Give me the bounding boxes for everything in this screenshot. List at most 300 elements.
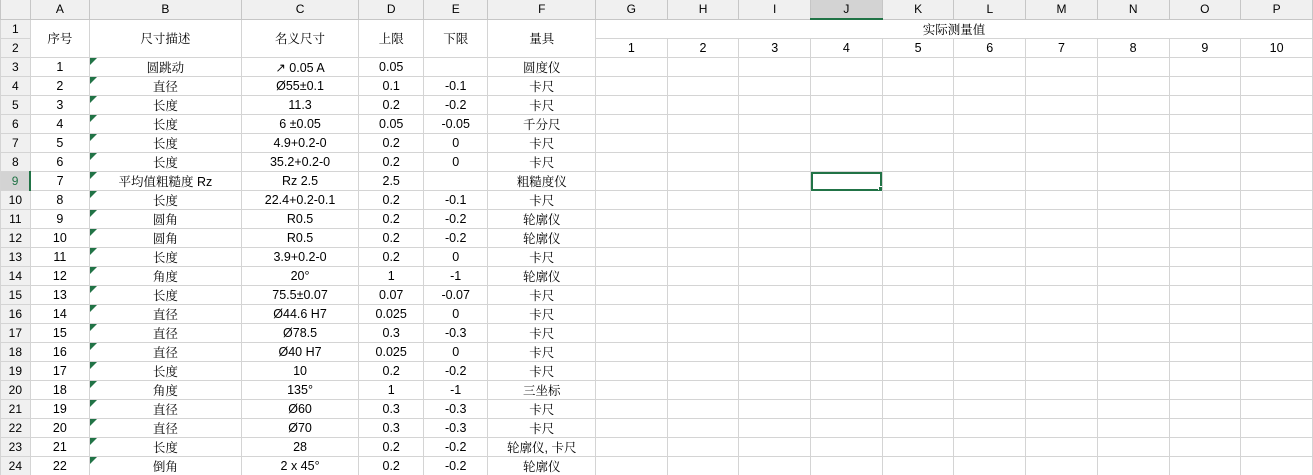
cell-seq[interactable]: 17 — [30, 362, 89, 381]
cell-measure-3[interactable] — [739, 172, 811, 191]
cell-measure-1[interactable] — [596, 96, 668, 115]
column-header-k[interactable]: K — [882, 0, 954, 19]
cell-measure-3[interactable] — [739, 77, 811, 96]
cell-measure-7[interactable] — [1026, 438, 1098, 457]
row-header-1[interactable]: 1 — [1, 19, 31, 39]
column-header-c[interactable]: C — [241, 0, 359, 19]
header-measure-8[interactable]: 8 — [1097, 39, 1169, 58]
cell-measure-8[interactable] — [1097, 229, 1169, 248]
cell-measure-3[interactable] — [739, 248, 811, 267]
table-row[interactable] — [1, 191, 1313, 210]
cell-measure-5[interactable] — [882, 58, 954, 77]
header-measure-5[interactable]: 5 — [882, 39, 954, 58]
cell-desc[interactable]: 直径 — [90, 77, 242, 96]
cell-measure-4[interactable] — [811, 324, 883, 343]
cell-desc[interactable]: 长度 — [90, 362, 242, 381]
cell-gauge[interactable]: 卡尺 — [488, 305, 596, 324]
cell-nominal[interactable]: 20° — [241, 267, 359, 286]
row-header-23[interactable]: 23 — [1, 438, 31, 457]
cell-measure-6[interactable] — [954, 248, 1026, 267]
cell-nominal[interactable]: R0.5 — [241, 210, 359, 229]
cell-measure-4[interactable] — [811, 210, 883, 229]
cell-upper[interactable]: 0.025 — [359, 343, 424, 362]
cell-measure-5[interactable] — [882, 419, 954, 438]
cell-measure-10[interactable] — [1241, 58, 1313, 77]
table-row[interactable] — [1, 267, 1313, 286]
cell-measure-4[interactable] — [811, 77, 883, 96]
cell-measure-8[interactable] — [1097, 210, 1169, 229]
cell-measure-6[interactable] — [954, 153, 1026, 172]
cell-measure-5[interactable] — [882, 134, 954, 153]
cell-desc[interactable]: 角度 — [90, 267, 242, 286]
cell-desc[interactable]: 长度 — [90, 96, 242, 115]
row-header-16[interactable]: 16 — [1, 305, 31, 324]
cell-measure-7[interactable] — [1026, 115, 1098, 134]
cell-measure-4[interactable] — [811, 153, 883, 172]
cell-nominal[interactable]: Ø70 — [241, 419, 359, 438]
table-row[interactable] — [1, 77, 1313, 96]
cell-measure-3[interactable] — [739, 286, 811, 305]
cell-measure-5[interactable] — [882, 191, 954, 210]
cell-gauge[interactable]: 卡尺 — [488, 419, 596, 438]
cell-nominal[interactable]: 135° — [241, 381, 359, 400]
row-header-4[interactable]: 4 — [1, 77, 31, 96]
cell-measure-1[interactable] — [596, 191, 668, 210]
cell-measure-9[interactable] — [1169, 248, 1241, 267]
row-header-2[interactable]: 2 — [1, 39, 31, 58]
cell-measure-2[interactable] — [667, 305, 739, 324]
cell-lower[interactable]: -0.3 — [423, 324, 488, 343]
cell-measure-2[interactable] — [667, 77, 739, 96]
cell-upper[interactable]: 0.025 — [359, 305, 424, 324]
cell-nominal[interactable]: Ø60 — [241, 400, 359, 419]
cell-measure-7[interactable] — [1026, 419, 1098, 438]
cell-measure-2[interactable] — [667, 438, 739, 457]
cell-measure-5[interactable] — [882, 248, 954, 267]
cell-measure-5[interactable] — [882, 96, 954, 115]
cell-measure-2[interactable] — [667, 134, 739, 153]
cell-nominal[interactable]: 75.5±0.07 — [241, 286, 359, 305]
cell-measure-2[interactable] — [667, 191, 739, 210]
cell-gauge[interactable]: 轮廓仪, 卡尺 — [488, 438, 596, 457]
cell-measure-10[interactable] — [1241, 419, 1313, 438]
header-gauge[interactable]: 量具 — [488, 19, 596, 58]
cell-measure-1[interactable] — [596, 229, 668, 248]
cell-measure-4[interactable] — [811, 267, 883, 286]
cell-upper[interactable]: 0.05 — [359, 58, 424, 77]
header-nominal[interactable]: 名义尺寸 — [241, 19, 359, 58]
row-header-24[interactable]: 24 — [1, 457, 31, 475]
cell-measure-3[interactable] — [739, 267, 811, 286]
cell-desc[interactable]: 角度 — [90, 381, 242, 400]
table-row[interactable] — [1, 305, 1313, 324]
cell-measure-1[interactable] — [596, 419, 668, 438]
cell-upper[interactable]: 1 — [359, 267, 424, 286]
cell-seq[interactable]: 15 — [30, 324, 89, 343]
cell-measure-6[interactable] — [954, 229, 1026, 248]
cell-upper[interactable]: 0.07 — [359, 286, 424, 305]
cell-nominal[interactable]: 6 ±0.05 — [241, 115, 359, 134]
cell-measure-7[interactable] — [1026, 362, 1098, 381]
cell-measure-2[interactable] — [667, 419, 739, 438]
cell-measure-8[interactable] — [1097, 438, 1169, 457]
cell-measure-10[interactable] — [1241, 77, 1313, 96]
cell-upper[interactable]: 2.5 — [359, 172, 424, 191]
cell-measure-3[interactable] — [739, 419, 811, 438]
header-measure-10[interactable]: 10 — [1241, 39, 1313, 58]
cell-lower[interactable]: -0.2 — [423, 438, 488, 457]
cell-measure-4[interactable] — [811, 191, 883, 210]
cell-measure-7[interactable] — [1026, 191, 1098, 210]
cell-measure-10[interactable] — [1241, 324, 1313, 343]
cell-measure-10[interactable] — [1241, 457, 1313, 475]
cell-nominal[interactable]: Ø55±0.1 — [241, 77, 359, 96]
cell-measure-7[interactable] — [1026, 210, 1098, 229]
cell-gauge[interactable]: 卡尺 — [488, 362, 596, 381]
cell-upper[interactable]: 0.2 — [359, 210, 424, 229]
cell-measure-9[interactable] — [1169, 153, 1241, 172]
cell-measure-6[interactable] — [954, 343, 1026, 362]
cell-measure-6[interactable] — [954, 172, 1026, 191]
cell-measure-2[interactable] — [667, 229, 739, 248]
cell-seq[interactable]: 5 — [30, 134, 89, 153]
column-header-h[interactable]: H — [667, 0, 739, 19]
cell-lower[interactable] — [423, 172, 488, 191]
cell-measure-4[interactable] — [811, 58, 883, 77]
cell-measure-1[interactable] — [596, 381, 668, 400]
cell-measure-7[interactable] — [1026, 286, 1098, 305]
column-header-o[interactable]: O — [1169, 0, 1241, 19]
row-header-20[interactable]: 20 — [1, 381, 31, 400]
cell-lower[interactable]: -0.3 — [423, 400, 488, 419]
cell-desc[interactable]: 长度 — [90, 134, 242, 153]
cell-gauge[interactable]: 轮廓仪 — [488, 457, 596, 475]
cell-seq[interactable]: 8 — [30, 191, 89, 210]
cell-measure-9[interactable] — [1169, 115, 1241, 134]
cell-desc[interactable]: 平均值粗糙度 Rz — [90, 172, 242, 191]
cell-desc[interactable]: 圆角 — [90, 210, 242, 229]
cell-measure-4[interactable] — [811, 305, 883, 324]
table-row[interactable] — [1, 58, 1313, 77]
cell-measure-8[interactable] — [1097, 286, 1169, 305]
cell-measure-7[interactable] — [1026, 343, 1098, 362]
cell-nominal[interactable]: Ø44.6 H7 — [241, 305, 359, 324]
cell-gauge[interactable]: 圆度仪 — [488, 58, 596, 77]
cell-nominal[interactable]: 35.2+0.2-0 — [241, 153, 359, 172]
cell-gauge[interactable]: 轮廓仪 — [488, 210, 596, 229]
cell-measure-6[interactable] — [954, 438, 1026, 457]
cell-measure-7[interactable] — [1026, 457, 1098, 475]
cell-gauge[interactable]: 卡尺 — [488, 343, 596, 362]
column-header-l[interactable]: L — [954, 0, 1026, 19]
cell-desc[interactable]: 圆跳动 — [90, 58, 242, 77]
cell-measure-5[interactable] — [882, 438, 954, 457]
cell-lower[interactable]: -0.3 — [423, 419, 488, 438]
cell-measure-10[interactable] — [1241, 400, 1313, 419]
table-row[interactable] — [1, 134, 1313, 153]
header-measure-3[interactable]: 3 — [739, 39, 811, 58]
cell-nominal[interactable]: 22.4+0.2-0.1 — [241, 191, 359, 210]
cell-measure-1[interactable] — [596, 305, 668, 324]
cell-measure-6[interactable] — [954, 286, 1026, 305]
cell-measure-1[interactable] — [596, 267, 668, 286]
cell-desc[interactable]: 直径 — [90, 343, 242, 362]
cell-measure-6[interactable] — [954, 134, 1026, 153]
cell-measure-9[interactable] — [1169, 229, 1241, 248]
cell-measure-5[interactable] — [882, 115, 954, 134]
cell-measure-10[interactable] — [1241, 305, 1313, 324]
header-measure-2[interactable]: 2 — [667, 39, 739, 58]
cell-measure-10[interactable] — [1241, 96, 1313, 115]
cell-desc[interactable]: 长度 — [90, 248, 242, 267]
column-header-j[interactable]: J — [811, 0, 883, 19]
row-header-17[interactable]: 17 — [1, 324, 31, 343]
cell-desc[interactable]: 长度 — [90, 191, 242, 210]
cell-measure-2[interactable] — [667, 457, 739, 475]
cell-lower[interactable]: -0.2 — [423, 229, 488, 248]
cell-measure-7[interactable] — [1026, 400, 1098, 419]
cell-measure-2[interactable] — [667, 324, 739, 343]
cell-measure-2[interactable] — [667, 210, 739, 229]
row-header-8[interactable]: 8 — [1, 153, 31, 172]
cell-measure-1[interactable] — [596, 134, 668, 153]
cell-measure-4[interactable] — [811, 229, 883, 248]
row-header-6[interactable]: 6 — [1, 115, 31, 134]
cell-measure-7[interactable] — [1026, 77, 1098, 96]
header-measure-4[interactable]: 4 — [811, 39, 883, 58]
cell-gauge[interactable]: 卡尺 — [488, 248, 596, 267]
cell-lower[interactable]: 0 — [423, 343, 488, 362]
column-header-row[interactable] — [1, 0, 1313, 19]
cell-measure-1[interactable] — [596, 400, 668, 419]
cell-upper[interactable]: 0.2 — [359, 153, 424, 172]
header-upper-limit[interactable]: 上限 — [359, 19, 424, 58]
cell-measure-2[interactable] — [667, 248, 739, 267]
cell-measure-8[interactable] — [1097, 115, 1169, 134]
cell-nominal[interactable]: Ø40 H7 — [241, 343, 359, 362]
header-dimension-desc[interactable]: 尺寸描述 — [90, 19, 242, 58]
cell-measure-2[interactable] — [667, 400, 739, 419]
cell-measure-10[interactable] — [1241, 191, 1313, 210]
select-all-corner[interactable] — [1, 0, 31, 19]
cell-upper[interactable]: 1 — [359, 381, 424, 400]
column-header-p[interactable]: P — [1241, 0, 1313, 19]
table-row[interactable] — [1, 324, 1313, 343]
cell-nominal[interactable]: ↗ 0.05 A — [241, 58, 359, 77]
cell-measure-3[interactable] — [739, 400, 811, 419]
cell-upper[interactable]: 0.2 — [359, 134, 424, 153]
cell-measure-9[interactable] — [1169, 77, 1241, 96]
cell-nominal[interactable]: Rz 2.5 — [241, 172, 359, 191]
cell-measure-2[interactable] — [667, 153, 739, 172]
cell-measure-6[interactable] — [954, 457, 1026, 475]
cell-measure-6[interactable] — [954, 305, 1026, 324]
cell-measure-7[interactable] — [1026, 229, 1098, 248]
cell-measure-7[interactable] — [1026, 267, 1098, 286]
cell-measure-9[interactable] — [1169, 172, 1241, 191]
column-header-n[interactable]: N — [1097, 0, 1169, 19]
cell-measure-4[interactable] — [811, 362, 883, 381]
cell-measure-10[interactable] — [1241, 229, 1313, 248]
header-measure-1[interactable]: 1 — [596, 39, 668, 58]
cell-measure-10[interactable] — [1241, 153, 1313, 172]
cell-measure-9[interactable] — [1169, 438, 1241, 457]
cell-lower[interactable]: -0.2 — [423, 457, 488, 475]
cell-seq[interactable]: 11 — [30, 248, 89, 267]
table-row[interactable] — [1, 419, 1313, 438]
cell-measure-9[interactable] — [1169, 324, 1241, 343]
cell-measure-5[interactable] — [882, 267, 954, 286]
cell-measure-9[interactable] — [1169, 191, 1241, 210]
row-header-7[interactable]: 7 — [1, 134, 31, 153]
column-header-e[interactable]: E — [423, 0, 488, 19]
header-lower-limit[interactable]: 下限 — [423, 19, 488, 58]
cell-nominal[interactable]: 10 — [241, 362, 359, 381]
cell-measure-5[interactable] — [882, 324, 954, 343]
cell-seq[interactable]: 4 — [30, 115, 89, 134]
cell-measure-8[interactable] — [1097, 400, 1169, 419]
row-header-3[interactable]: 3 — [1, 58, 31, 77]
row-header-9[interactable]: 9 — [1, 172, 31, 191]
cell-measure-3[interactable] — [739, 191, 811, 210]
cell-measure-4[interactable] — [811, 400, 883, 419]
cell-measure-9[interactable] — [1169, 343, 1241, 362]
cell-gauge[interactable]: 卡尺 — [488, 134, 596, 153]
cell-lower[interactable]: 0 — [423, 248, 488, 267]
cell-measure-1[interactable] — [596, 324, 668, 343]
table-row[interactable] — [1, 96, 1313, 115]
cell-measure-9[interactable] — [1169, 305, 1241, 324]
cell-measure-2[interactable] — [667, 267, 739, 286]
cell-measure-8[interactable] — [1097, 191, 1169, 210]
cell-measure-1[interactable] — [596, 115, 668, 134]
cell-measure-2[interactable] — [667, 172, 739, 191]
cell-measure-9[interactable] — [1169, 362, 1241, 381]
cell-desc[interactable]: 圆角 — [90, 229, 242, 248]
cell-measure-3[interactable] — [739, 438, 811, 457]
cell-seq[interactable]: 18 — [30, 381, 89, 400]
row-header-14[interactable]: 14 — [1, 267, 31, 286]
cell-measure-3[interactable] — [739, 381, 811, 400]
row-header-19[interactable]: 19 — [1, 362, 31, 381]
cell-desc[interactable]: 直径 — [90, 305, 242, 324]
row-header-13[interactable]: 13 — [1, 248, 31, 267]
cell-measure-10[interactable] — [1241, 286, 1313, 305]
cell-measure-10[interactable] — [1241, 248, 1313, 267]
cell-lower[interactable]: -0.2 — [423, 210, 488, 229]
cell-measure-10[interactable] — [1241, 343, 1313, 362]
cell-gauge[interactable]: 卡尺 — [488, 153, 596, 172]
cell-measure-10[interactable] — [1241, 267, 1313, 286]
cell-measure-10[interactable] — [1241, 115, 1313, 134]
header-measured-title[interactable]: 实际测量值 — [596, 19, 1313, 39]
cell-measure-5[interactable] — [882, 172, 954, 191]
column-header-i[interactable]: I — [739, 0, 811, 19]
cell-measure-3[interactable] — [739, 305, 811, 324]
row-header-21[interactable]: 21 — [1, 400, 31, 419]
cell-upper[interactable]: 0.2 — [359, 438, 424, 457]
header-measure-6[interactable]: 6 — [954, 39, 1026, 58]
cell-measure-2[interactable] — [667, 58, 739, 77]
cell-nominal[interactable]: R0.5 — [241, 229, 359, 248]
cell-measure-1[interactable] — [596, 77, 668, 96]
cell-measure-5[interactable] — [882, 457, 954, 475]
cell-gauge[interactable]: 轮廓仪 — [488, 267, 596, 286]
cell-lower[interactable]: -1 — [423, 267, 488, 286]
cell-measure-3[interactable] — [739, 134, 811, 153]
cell-measure-4[interactable] — [811, 438, 883, 457]
cell-measure-8[interactable] — [1097, 305, 1169, 324]
cell-measure-5[interactable] — [882, 381, 954, 400]
cell-measure-6[interactable] — [954, 267, 1026, 286]
cell-measure-6[interactable] — [954, 210, 1026, 229]
cell-gauge[interactable]: 卡尺 — [488, 286, 596, 305]
cell-measure-4[interactable] — [811, 286, 883, 305]
cell-measure-8[interactable] — [1097, 267, 1169, 286]
cell-lower[interactable]: -0.05 — [423, 115, 488, 134]
cell-measure-6[interactable] — [954, 381, 1026, 400]
cell-measure-6[interactable] — [954, 191, 1026, 210]
cell-measure-1[interactable] — [596, 343, 668, 362]
cell-nominal[interactable]: 28 — [241, 438, 359, 457]
cell-lower[interactable]: -0.07 — [423, 286, 488, 305]
cell-measure-1[interactable] — [596, 362, 668, 381]
cell-seq[interactable]: 7 — [30, 172, 89, 191]
cell-measure-1[interactable] — [596, 58, 668, 77]
cell-measure-1[interactable] — [596, 172, 668, 191]
table-row[interactable] — [1, 172, 1313, 191]
cell-measure-8[interactable] — [1097, 457, 1169, 475]
cell-lower[interactable] — [423, 58, 488, 77]
cell-measure-10[interactable] — [1241, 362, 1313, 381]
cell-seq[interactable]: 12 — [30, 267, 89, 286]
cell-measure-9[interactable] — [1169, 400, 1241, 419]
cell-measure-7[interactable] — [1026, 305, 1098, 324]
column-header-b[interactable]: B — [90, 0, 242, 19]
cell-lower[interactable]: 0 — [423, 153, 488, 172]
row-header-5[interactable]: 5 — [1, 96, 31, 115]
cell-measure-9[interactable] — [1169, 210, 1241, 229]
cell-seq[interactable]: 3 — [30, 96, 89, 115]
cell-measure-8[interactable] — [1097, 343, 1169, 362]
cell-desc[interactable]: 长度 — [90, 115, 242, 134]
cell-desc[interactable]: 直径 — [90, 419, 242, 438]
cell-measure-8[interactable] — [1097, 77, 1169, 96]
cell-measure-8[interactable] — [1097, 381, 1169, 400]
cell-upper[interactable]: 0.1 — [359, 77, 424, 96]
cell-measure-1[interactable] — [596, 286, 668, 305]
cell-measure-1[interactable] — [596, 438, 668, 457]
cell-measure-7[interactable] — [1026, 58, 1098, 77]
cell-gauge[interactable]: 三坐标 — [488, 381, 596, 400]
cell-upper[interactable]: 0.05 — [359, 115, 424, 134]
cell-upper[interactable]: 0.3 — [359, 324, 424, 343]
row-header-22[interactable]: 22 — [1, 419, 31, 438]
cell-measure-5[interactable] — [882, 362, 954, 381]
cell-measure-5[interactable] — [882, 305, 954, 324]
cell-measure-2[interactable] — [667, 96, 739, 115]
cell-gauge[interactable]: 卡尺 — [488, 96, 596, 115]
cell-measure-7[interactable] — [1026, 172, 1098, 191]
cell-measure-9[interactable] — [1169, 286, 1241, 305]
cell-measure-10[interactable] — [1241, 381, 1313, 400]
cell-measure-2[interactable] — [667, 286, 739, 305]
cell-gauge[interactable]: 粗糙度仪 — [488, 172, 596, 191]
table-row[interactable] — [1, 381, 1313, 400]
cell-measure-8[interactable] — [1097, 153, 1169, 172]
cell-measure-7[interactable] — [1026, 96, 1098, 115]
cell-measure-7[interactable] — [1026, 248, 1098, 267]
